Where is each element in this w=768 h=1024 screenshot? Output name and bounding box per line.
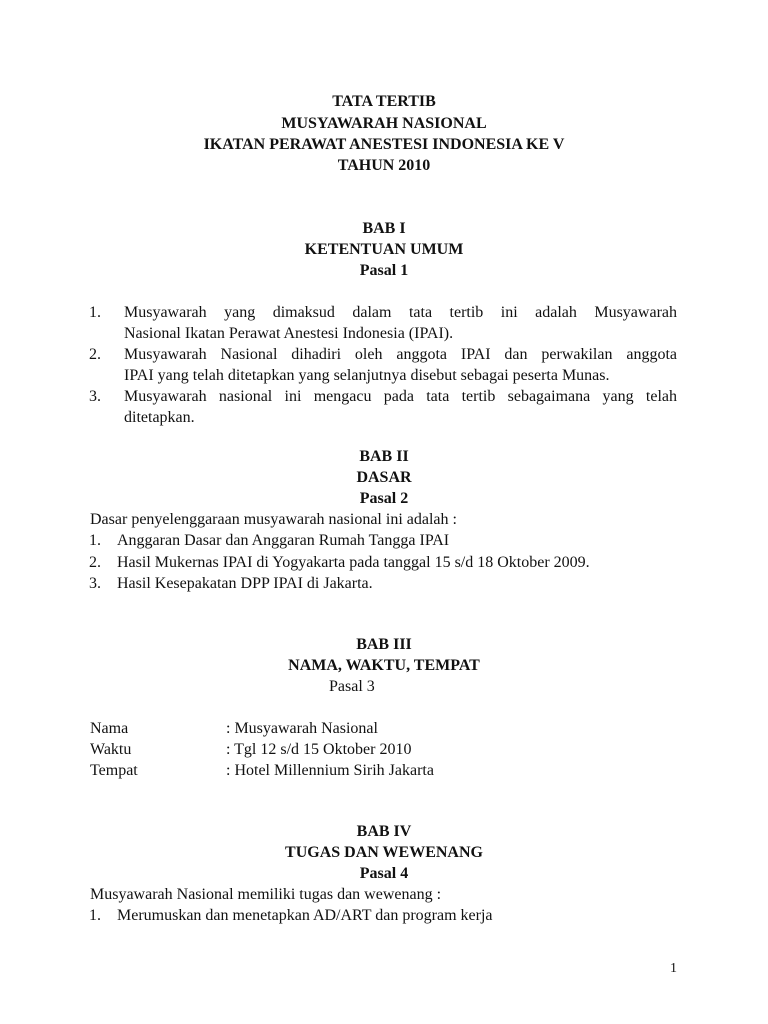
bab1-item-2-line-1: Musyawarah Nasional dihadiri oleh anggota IPAI dan perwakilan anggota [124,346,677,363]
bab3-row-waktu-label: Waktu [90,741,132,758]
bab1-item-2-line-2: IPAI yang telah ditetapkan yang selanjutnya disebut sebagai peserta Munas. [124,367,610,384]
bab2-item-2-number: 2. [89,554,101,571]
bab4-heading: BAB IV [356,823,412,840]
bab2-title: DASAR [356,469,412,486]
bab3-heading: BAB III [356,636,412,653]
bab2-item-2-text: Hasil Mukernas IPAI di Yogyakarta pada tanggal 15 s/d 18 Oktober 2009. [117,554,590,571]
bab1-item-3-line-1: Musyawarah nasional ini mengacu pada tata tertib sebagaimana yang telah [124,388,677,405]
bab3-row-tempat-value: : Hotel Millennium Sirih Jakarta [226,762,434,779]
bab4-item-1-number: 1. [89,907,101,924]
bab2-pasal: Pasal 2 [359,490,409,507]
bab3-row-nama-label: Nama [90,720,129,737]
bab2-item-1-text: Anggaran Dasar dan Anggaran Rumah Tangga IPAI [117,532,450,549]
bab3-row-waktu-value: : Tgl 12 s/d 15 Oktober 2010 [226,741,412,758]
page-number: 1 [670,961,677,976]
bab3-row-tempat-label: Tempat [90,762,138,779]
doc-title-line-1: TATA TERTIB [332,93,436,110]
doc-title-line-4: TAHUN 2010 [337,157,431,174]
bab1-item-3-number: 3. [89,388,101,405]
bab2-item-3-number: 3. [89,575,101,592]
bab1-heading: BAB I [362,220,406,237]
bab4-intro: Musyawarah Nasional memiliki tugas dan wewenang : [90,886,442,903]
bab1-item-1-line-1: Musyawarah yang dimaksud dalam tata tertib ini adalah Musyawarah [124,304,677,321]
bab3-row-nama-value: : Musyawarah Nasional [226,720,378,737]
bab1-pasal: Pasal 1 [359,262,409,279]
bab2-item-1-number: 1. [89,532,101,549]
bab2-heading: BAB II [359,448,409,465]
bab4-item-1-text: Merumuskan dan menetapkan AD/ART dan program kerja [117,907,493,924]
bab3-pasal: Pasal 3 [329,678,375,695]
bab4-title: TUGAS DAN WEWENANG [285,844,483,861]
bab1-item-3-line-2: ditetapkan. [124,409,195,426]
bab1-item-2-number: 2. [89,346,101,363]
bab1-title: KETENTUAN UMUM [304,241,464,258]
doc-title-line-3: IKATAN PERAWAT ANESTESI INDONESIA KE V [203,136,565,153]
doc-title-line-2: MUSYAWARAH NASIONAL [281,115,487,132]
bab3-title: NAMA, WAKTU, TEMPAT [288,657,480,674]
bab2-item-3-text: Hasil Kesepakatan DPP IPAI di Jakarta. [117,575,373,592]
bab1-item-1-number: 1. [89,304,101,321]
bab1-item-1-line-2: Nasional Ikatan Perawat Anestesi Indonesia (IPAI). [124,325,454,342]
bab2-intro: Dasar penyelenggaraan musyawarah nasional ini adalah : [90,511,457,528]
bab4-pasal: Pasal 4 [359,865,409,882]
